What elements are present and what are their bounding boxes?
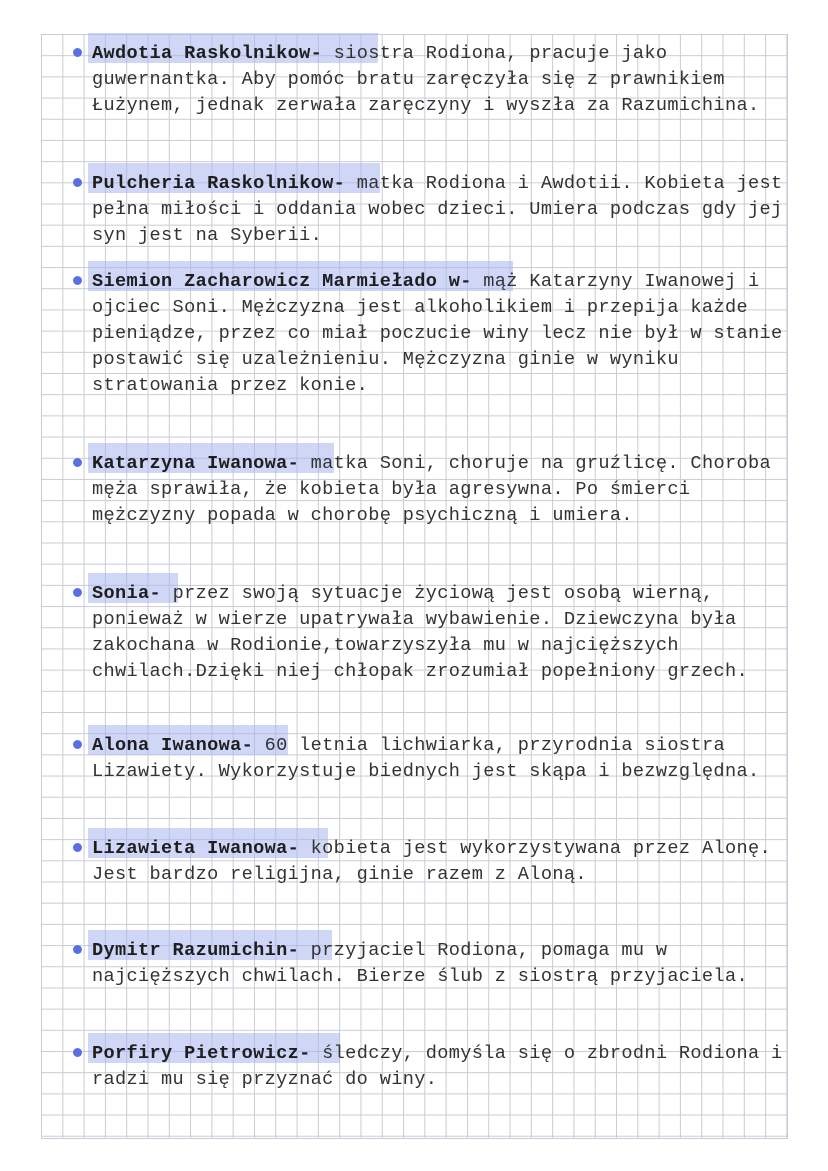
- character-entry-dymitr: [92, 938, 788, 990]
- character-description: śledczy, domyśla się o zbrodni Rodiona i radzi mu się przyznać do winy.: [92, 1043, 783, 1090]
- character-entry-siemion: [92, 269, 788, 399]
- bullet-icon: [73, 48, 82, 57]
- character-description: przyjaciel Rodiona, pomaga mu w najcięższych chwilach. Bierze ślub z siostrą przyjaciela.: [92, 940, 748, 987]
- character-description: kobieta jest wykorzystywana przez Alonę. Jest bardzo religijna, ginie razem z Aloną.: [92, 838, 771, 885]
- character-name: Alona Iwanowa-: [92, 735, 254, 756]
- character-description: matka Rodiona i Awdotii. Kobieta jest pełna miłości i oddania wobec dzieci. Umiera podczas gdy jej syn jest na Syberii.: [92, 173, 783, 246]
- bullet-icon: [73, 276, 82, 285]
- bullet-icon: [73, 740, 82, 749]
- character-entry-awdotia: [92, 41, 788, 119]
- character-entry-alona: [92, 733, 788, 785]
- bullet-icon: [73, 588, 82, 597]
- character-name: Siemion Zacharowicz Marmiełado w-: [92, 271, 472, 292]
- character-name: Sonia-: [92, 583, 162, 604]
- character-entry-lizawieta: [92, 836, 788, 888]
- character-name: Porfiry Pietrowicz-: [92, 1043, 311, 1064]
- character-name: Lizawieta Iwanowa-: [92, 838, 300, 859]
- character-name: Awdotia Raskolnikow-: [92, 43, 323, 64]
- character-entry-porfiry: [92, 1041, 788, 1093]
- character-description: matka Soni, choruje na gruźlicę. Choroba męża sprawiła, że kobieta była agresywna. Po śmierci mężczyzny popada w chorobę psychiczną i umiera.: [92, 453, 771, 526]
- character-entry-katarzyna: [92, 451, 788, 529]
- character-name: Katarzyna Iwanowa-: [92, 453, 300, 474]
- bullet-icon: [73, 945, 82, 954]
- bullet-icon: [73, 1048, 82, 1057]
- character-description: przez swoją sytuacje życiową jest osobą wierną, ponieważ w wierze upatrywała wybawienie. Dziewczyna była zakochana w Rodionie,towarzyszyła mu w najcięższych chwilach.Dzięki niej chłopak zrozumiał popełniony grzech.: [92, 583, 748, 682]
- character-description: siostra Rodiona, pracuje jako guwernantka. Aby pomóc bratu zaręczyła się z prawnikiem Łużynem, jednak zerwała zaręczyny i wyszła za Razumichina.: [92, 43, 760, 116]
- character-name: Dymitr Razumichin-: [92, 940, 300, 961]
- character-entry-pulcheria: [92, 171, 788, 249]
- character-name: Pulcheria Raskolnikow-: [92, 173, 346, 194]
- character-description: 60 letnia lichwiarka, przyrodnia siostra Lizawiety. Wykorzystuje biednych jest skąpa i bezwzględna.: [92, 735, 760, 782]
- bullet-icon: [73, 178, 82, 187]
- character-entry-sonia: [92, 581, 788, 685]
- bullet-icon: [73, 843, 82, 852]
- bullet-icon: [73, 458, 82, 467]
- character-description: mąż Katarzyny Iwanowej i ojciec Soni. Mężczyzna jest alkoholikiem i przepija każde pieniądze, przez co miał poczucie winy lecz nie był w stanie postawić się uzależnieniu. Mężczyzna ginie w wyniku stratowania przez konie.: [92, 271, 783, 396]
